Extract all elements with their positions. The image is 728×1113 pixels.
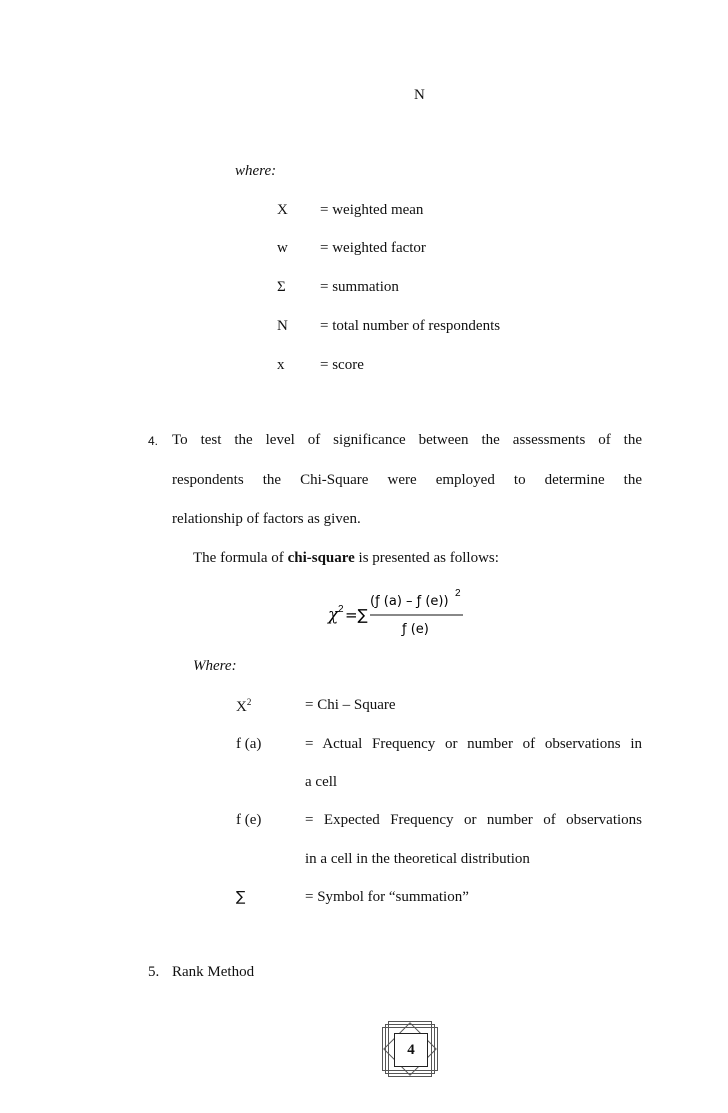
page-number: 4 [394, 1033, 428, 1067]
formula-intro-bold: chi-square [287, 550, 355, 566]
definition-symbol: X [277, 202, 288, 218]
definition-meaning: = Chi – Square [305, 697, 396, 713]
definition-meaning-continued: a cell [305, 774, 338, 790]
definition-symbol: Σ [277, 279, 286, 295]
definition-symbol [236, 697, 251, 716]
definition-meaning: = Actual Frequency or number of observations in [305, 736, 642, 752]
section-heading: Rank Method [172, 964, 255, 980]
definition-symbol: f (e) [236, 812, 262, 828]
definition-meaning: = Symbol for “summation” [305, 889, 469, 905]
chi-square-formula [326, 586, 471, 642]
definition-meaning: = summation [320, 279, 399, 295]
definition-symbol: N [277, 318, 288, 334]
symbol-text: X [236, 699, 247, 715]
formula-lhs: χ [328, 605, 339, 625]
definition-meaning: = weighted mean [320, 202, 424, 218]
formula-intro [193, 550, 499, 567]
list-number: 4. [148, 434, 159, 448]
formula-numerator-exponent: 2 [455, 588, 461, 599]
list-number: 5. [148, 964, 160, 980]
formula-numerator: (ƒ (a) – ƒ (e)) [370, 594, 449, 609]
definition-symbol: ∑ [236, 889, 246, 905]
formula-equals-sum: =∑ [345, 606, 368, 624]
definition-meaning: = score [320, 357, 364, 373]
definition-symbol: f (a) [236, 736, 262, 752]
formula-denominator: ƒ (e) [402, 622, 429, 637]
where-label: where: [235, 163, 277, 179]
formula-denominator-fragment: N [414, 87, 425, 103]
symbol-superscript: 2 [246, 697, 252, 707]
where-label: Where: [193, 658, 237, 674]
formula-intro-text: The formula of [193, 550, 288, 566]
formula-lhs-exponent: 2 [338, 604, 344, 615]
definition-meaning: = Expected Frequency or number of observations [305, 812, 642, 828]
definition-symbol: w [277, 240, 288, 256]
definition-symbol: x [277, 357, 285, 373]
definition-meaning: = weighted factor [320, 240, 426, 256]
paragraph-line: respondents the Chi-Square were employed to determine the [172, 472, 642, 488]
chi-square-formula-graphic [326, 586, 471, 642]
definition-meaning: = total number of respondents [320, 318, 501, 334]
definition-meaning-continued: in a cell in the theoretical distribution [305, 851, 530, 867]
formula-intro-text: is presented as follows: [354, 550, 499, 566]
paragraph-line: relationship of factors as given. [172, 511, 361, 527]
paragraph-line: To test the level of significance between the assessments of the [172, 432, 642, 448]
